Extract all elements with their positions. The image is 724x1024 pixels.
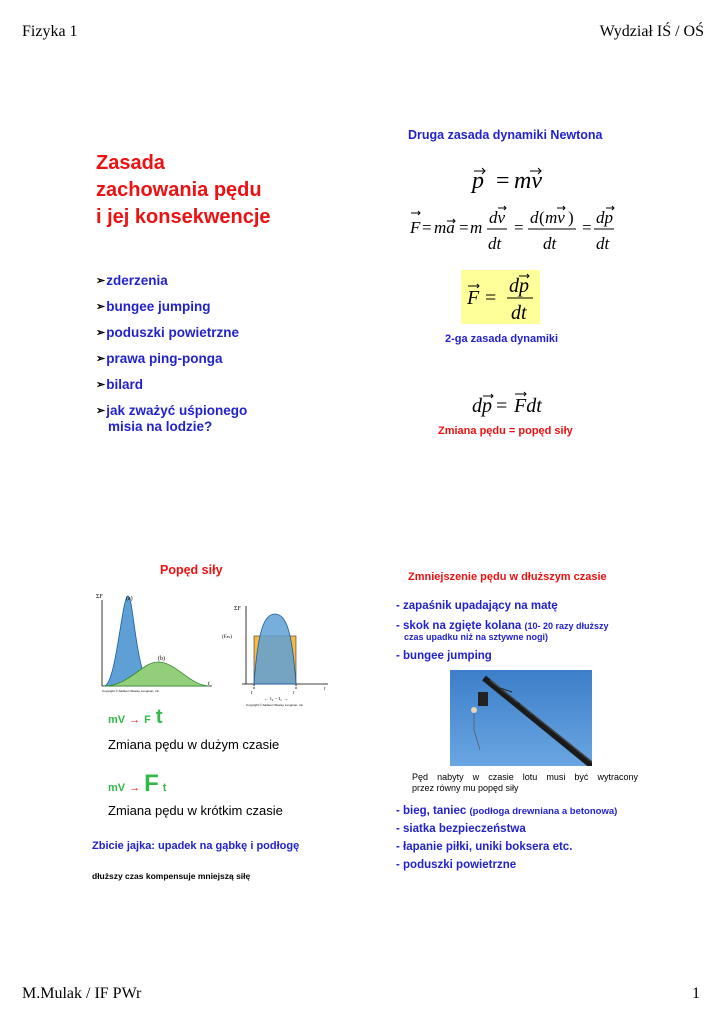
slide1-title-line3: i jej konsekwencje [96,206,271,228]
list-item-text: - skok na zgięte kolana [396,620,522,632]
svg-text:F: F [410,218,421,237]
bungee-jumping-photo [450,670,592,766]
arrow-right-icon: → [129,714,141,726]
list-item: - łapanie piłki, uniki boksera etc. [396,841,573,853]
bullet-text-cont: misia na lodzie? [108,419,213,434]
svg-text:dt: dt [488,234,502,253]
f-label-large: F [144,770,159,797]
slide1-title-line1: Zasada [96,152,165,174]
list-item-note: (podłoga drewniana a betonowa) [469,806,618,817]
bullet-text: bungee jumping [106,299,211,314]
svg-text:(: ( [539,208,545,227]
bullet-arrow-icon: ➢ [96,405,106,417]
svg-text:m: m [470,218,483,237]
caption-impulse: Zmiana pędu = popęd siły [438,425,573,437]
egg-note: dłuższy czas kompensuje mniejszą siłę [92,871,251,881]
svg-text:t: t [293,691,295,696]
photo-caption [412,772,638,794]
page-number: 1 [692,985,700,1002]
list-item: - zapaśnik upadający na matę [396,600,558,612]
slide1-title [96,150,271,231]
bullet-item [96,377,316,393]
f-label: F [144,714,151,726]
svg-text:ΣF: ΣF [96,594,103,600]
svg-text:F: F [467,287,480,309]
svg-text:← t₂ − t₁ →: ← t₂ − t₁ → [264,697,289,702]
bullet-item [96,351,316,367]
mv-label: mV [108,714,126,726]
bullet-arrow-icon: ➢ [96,327,106,339]
photo-caption-line1: Pęd nabyty w czasie lotu musi być wytracony [412,772,638,782]
svg-text:=: = [496,395,508,417]
bullet-arrow-icon: ➢ [96,301,106,313]
bullet-text: prawa ping-ponga [106,351,223,366]
bullet-arrow-icon: ➢ [96,379,106,391]
t-label-large: t [155,706,163,728]
list-item-note: (10- 20 razy dłuższy [524,621,609,631]
slide2-title: Druga zasada dynamiki Newtona [408,128,603,142]
bullet-text: jak zważyć uśpionego [106,403,248,418]
slide4-title: Zmniejszenie pędu w dłuższym czasie [408,571,607,583]
list-item [396,805,656,817]
formula-p-mv [470,158,560,194]
list-item-text: - bieg, taniec [396,805,467,817]
svg-text:t: t [324,687,326,692]
photo-caption-line2: przez równy mu popęd siły [412,783,519,793]
svg-text:(Fav): (Fav) [222,634,232,640]
svg-text:t: t [251,691,253,696]
svg-text:=: = [485,287,497,309]
header-left: Fizyka 1 [22,23,78,40]
bullet-arrow-icon: ➢ [96,353,106,365]
mv-ft-relation-long [108,706,163,729]
graph-copyright: Copyright © Addison Wesley Longman, Inc. [102,689,160,693]
svg-text:=: = [459,218,469,237]
svg-text:Copyright © Addison Wesley Lon: Copyright © Addison Wesley Longman, Inc. [246,703,304,707]
slide1-bullet-list [96,273,316,445]
svg-text:ΣF: ΣF [234,606,241,612]
highlighted-formula-box [461,270,540,324]
svg-text:dp: dp [509,275,529,297]
svg-text:dv: dv [489,208,506,227]
formula-f-dp-dt [461,270,540,324]
force-time-graph-a-b [94,590,216,694]
t-label: t [162,782,167,794]
caption-second-law: 2-ga zasada dynamiki [445,333,559,345]
change-momentum-long-time: Zmiana pędu w dużym czasie [108,737,280,752]
change-momentum-short-time: Zmiana pędu w krótkim czasie [108,803,283,818]
svg-text:mv: mv [545,208,565,227]
list-item: - siatka bezpieczeństwa [396,823,526,835]
bullet-item [96,325,316,341]
svg-text:=: = [422,218,432,237]
slide4-list-top [396,600,656,662]
graph-label-a: (a) [126,596,133,602]
list-item-note-cont: czas upadku niż na sztywne nogi) [404,632,549,642]
svg-text:d: d [530,208,539,227]
arrow-right-icon: → [129,782,141,794]
list-item [396,620,656,632]
graph-axis-t: t [208,681,210,687]
mv-ft-relation-short [108,770,166,798]
svg-text:Fdt: Fdt [514,395,542,417]
list-item: - bungee jumping [396,650,492,662]
bullet-item [96,299,316,315]
svg-text:=: = [582,218,592,237]
slide4-list-bottom [396,805,656,871]
egg-title: Zbicie jajka: upadek na gąbkę i podłogę [92,840,300,852]
graph-label-b: (b) [158,656,165,662]
bullet-arrow-icon: ➢ [96,275,106,287]
mv-label: mV [108,782,126,794]
bullet-item [96,403,316,435]
bullet-text: poduszki powietrzne [106,325,239,340]
force-time-graph-average [222,600,332,710]
svg-text:dp: dp [472,395,492,417]
svg-text:mv: mv [514,168,542,194]
svg-text:ma: ma [434,218,455,237]
svg-text:dt: dt [543,234,557,253]
svg-text:dt: dt [596,234,610,253]
slide3-title: Popęd siły [160,563,223,577]
svg-text:dp: dp [596,208,613,227]
bullet-text: bilard [106,377,143,392]
header-right: Wydział IŚ / OŚ [599,23,704,40]
svg-text:): ) [568,208,574,227]
svg-text:=: = [496,168,510,194]
footer-left: M.Mulak / IF PWr [22,985,142,1002]
bullet-text: zderzenia [106,273,168,288]
slide1-title-line2: zachowania pędu [96,179,262,201]
list-item: - poduszki powietrzne [396,859,517,871]
svg-text:dt: dt [511,302,527,324]
formula-dp-fdt [470,386,560,418]
formula-newton-second-law [408,204,628,256]
bullet-item [96,273,316,289]
svg-text:=: = [514,218,524,237]
svg-text:p: p [472,168,484,194]
